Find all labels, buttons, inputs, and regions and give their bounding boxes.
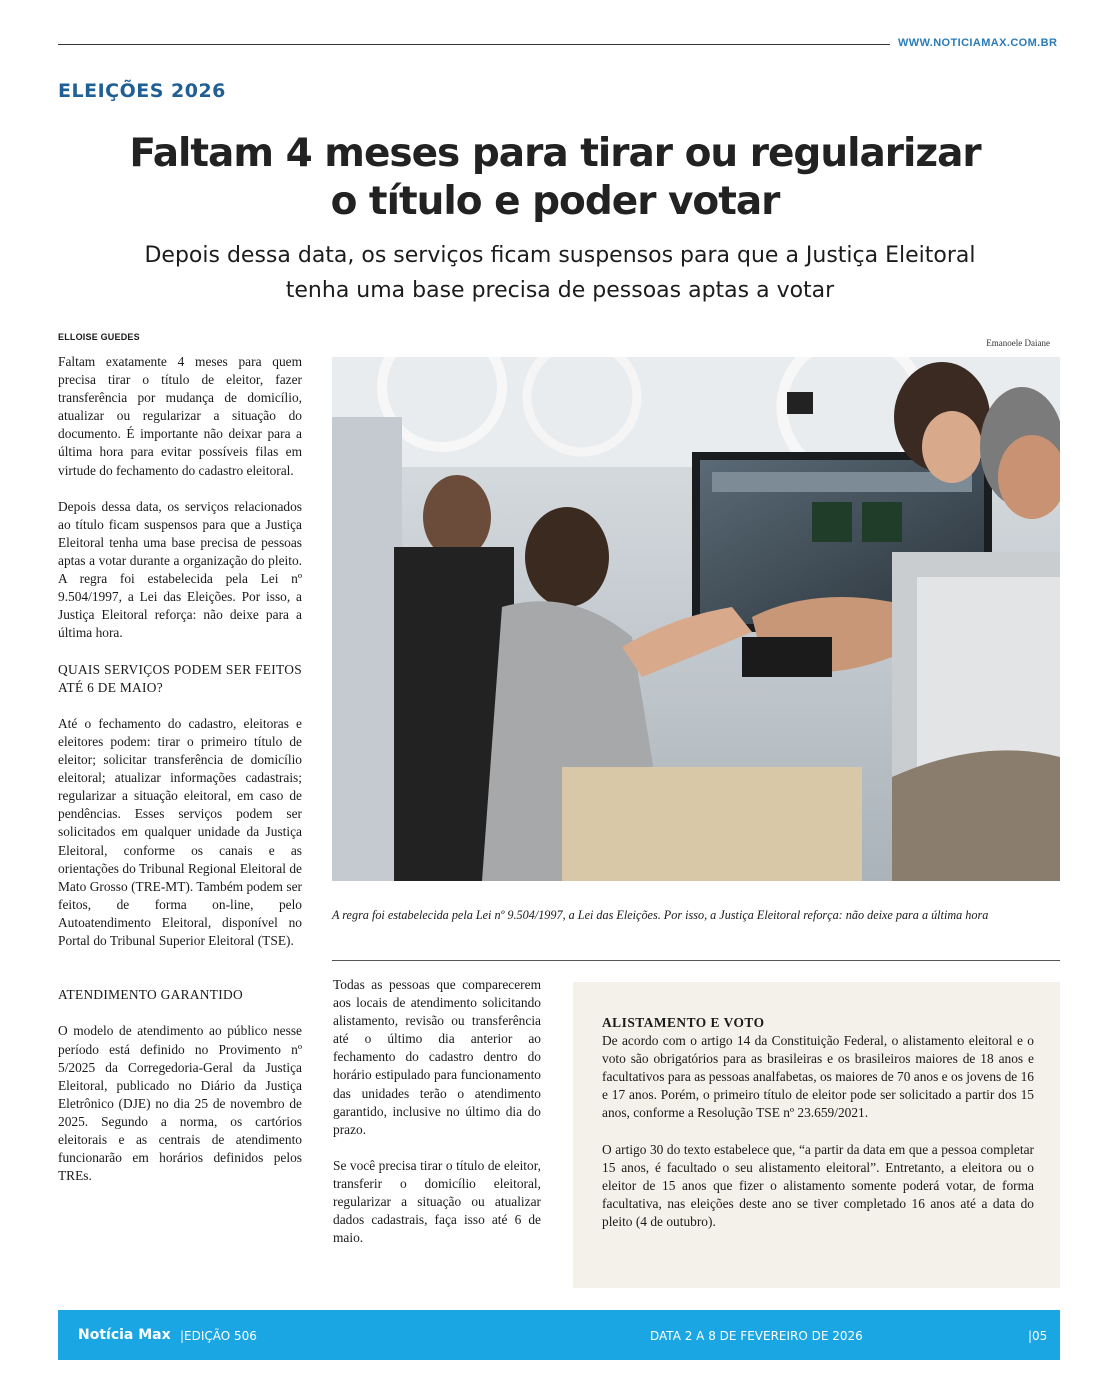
paragraph: Todas as pessoas que comparecerem aos locais de atendimento solicitando alistamento, revisão ou transferência até o último dia anterior ao fechamento do cadastro dentro do horário estipulado para funcionamento das unidades terão o atendimento garantido, inclusive no último dia do prazo. bbox=[333, 977, 541, 1137]
article-photo bbox=[332, 357, 1060, 881]
footer-page-number: |05 bbox=[1028, 1329, 1048, 1343]
photo-illustration bbox=[332, 357, 1060, 881]
paragraph: Faltam exatamente 4 meses para quem precisa tirar o título de eleitor, fazer transferência por mudança de domicílio, atualizar ou regularizar a situação do documento. É importante não deixar para a última hora para evitar possíveis filas em virtude do fechamento do cadastro eleitoral. bbox=[58, 354, 302, 478]
section-tag: ELEIÇÕES 2026 bbox=[58, 80, 226, 102]
footer-brand: Notícia Max bbox=[78, 1327, 171, 1343]
left-column bbox=[58, 353, 302, 1185]
headline bbox=[60, 130, 1050, 226]
paragraph: Se você precisa tirar o título de eleitor, transferir o domicílio eleitoral, regularizar a situação ou atualizar dados cadastrais, faça isso até 6 de maio. bbox=[333, 1157, 541, 1246]
paragraph: Até o fechamento do cadastro, eleitoras e eleitores podem: tirar o primeiro título de eleitor; solicitar transferência de domicílio eleitoral; atualizar informações cadastrais; regularizar a situação eleitoral, em caso de pendências. Esses serviços podem ser solicitados em qualquer unidade da Justiça Eleitoral, conforme os canais e as orientações do Tribunal Regional Eleitoral de Mato Grosso (TRE-MT). Também podem ser feitos, de forma on-line, pelo Autoatendimento Eleitoral, disponível no Portal do Tribunal Superior Eleitoral (TSE). bbox=[58, 715, 302, 948]
sidebar-box bbox=[573, 982, 1060, 1288]
header-rule bbox=[58, 44, 890, 45]
site-url[interactable]: WWW.NOTICIAMAX.COM.BR bbox=[898, 37, 1058, 49]
subtitle-atendimento: ATENDIMENTO GARANTIDO bbox=[58, 987, 243, 1003]
subheadline bbox=[60, 238, 1060, 308]
sidebar-title: ALISTAMENTO E VOTO bbox=[602, 1015, 765, 1030]
photo-credit: Emanoele Daiane bbox=[986, 338, 1050, 348]
footer-date: DATA 2 A 8 DE FEVEREIRO DE 2026 bbox=[650, 1329, 863, 1343]
caption-rule bbox=[332, 960, 1060, 961]
photo-caption: A regra foi estabelecida pela Lei nº 9.504/1997, a Lei das Eleições. Por isso, a Justiça Eleitoral reforça: não deixe para a última hora bbox=[332, 908, 989, 922]
byline: ELLOISE GUEDES bbox=[58, 332, 140, 342]
spacer bbox=[58, 968, 302, 986]
paragraph: O artigo 30 do texto estabelece que, “a partir da data em que a pessoa completar 15 anos, é facultado o seu alistamento eleitoral”. Entretanto, a eleitora ou o eleitor de 15 anos que fizer o alistamento somente poderá votar, de forma facultativa, nas eleições deste ano se tiver completado 16 anos até a data do pleito (4 de outubro). bbox=[602, 1141, 1034, 1230]
subhead-line-2: tenha uma base precisa de pessoas aptas a votar bbox=[285, 278, 835, 303]
footer-edition: |EDIÇÃO 506 bbox=[180, 1329, 257, 1343]
paragraph: Depois dessa data, os serviços relacionados ao título ficam suspensos para que a Justiça Eleitoral tenha uma base precisa de pessoas aptas a votar durante a organização do pleito. A regra foi estabelecida pela Lei nº 9.504/1997, a Lei das Eleições. Por isso, a Justiça Eleitoral reforça: não deixe para a última hora. bbox=[58, 498, 302, 641]
sidebar-content bbox=[602, 1014, 1034, 1249]
headline-line-1: Faltam 4 meses para tirar ou regularizar bbox=[129, 131, 981, 176]
subtitle-services: QUAIS SERVIÇOS PODEM SER FEITOS ATÉ 6 DE MAIO? bbox=[58, 661, 302, 695]
paragraph: O modelo de atendimento ao público nesse período está definido no Provimento nº 5/2025 da Corregedoria-Geral da Justiça Eleitoral, publicado no Diário da Justiça Eletrônico (DJE) no dia 25 de novembro de 2025. Segundo a norma, os cartórios eleitorais e as centrais de atendimento funcionarão em horários definidos pelos TREs. bbox=[58, 1023, 302, 1184]
footer-bar bbox=[58, 1310, 1060, 1360]
headline-line-2: o título e poder votar bbox=[330, 179, 780, 224]
paragraph: De acordo com o artigo 14 da Constituição Federal, o alistamento eleitoral e o voto são obrigatórios para as brasileiras e os brasileiros maiores de 18 anos e facultativos para as pessoas analfabetas, os maiores de 70 anos e os jovens de 16 e 17 anos. Porém, o primeiro título de eleitor pode ser solicitado a partir dos 15 anos, conforme a Resolução TSE nº 23.659/2021. bbox=[602, 1033, 1034, 1121]
subhead-line-1: Depois dessa data, os serviços ficam suspensos para que a Justiça Eleitoral bbox=[144, 243, 976, 268]
middle-column bbox=[333, 976, 541, 1247]
